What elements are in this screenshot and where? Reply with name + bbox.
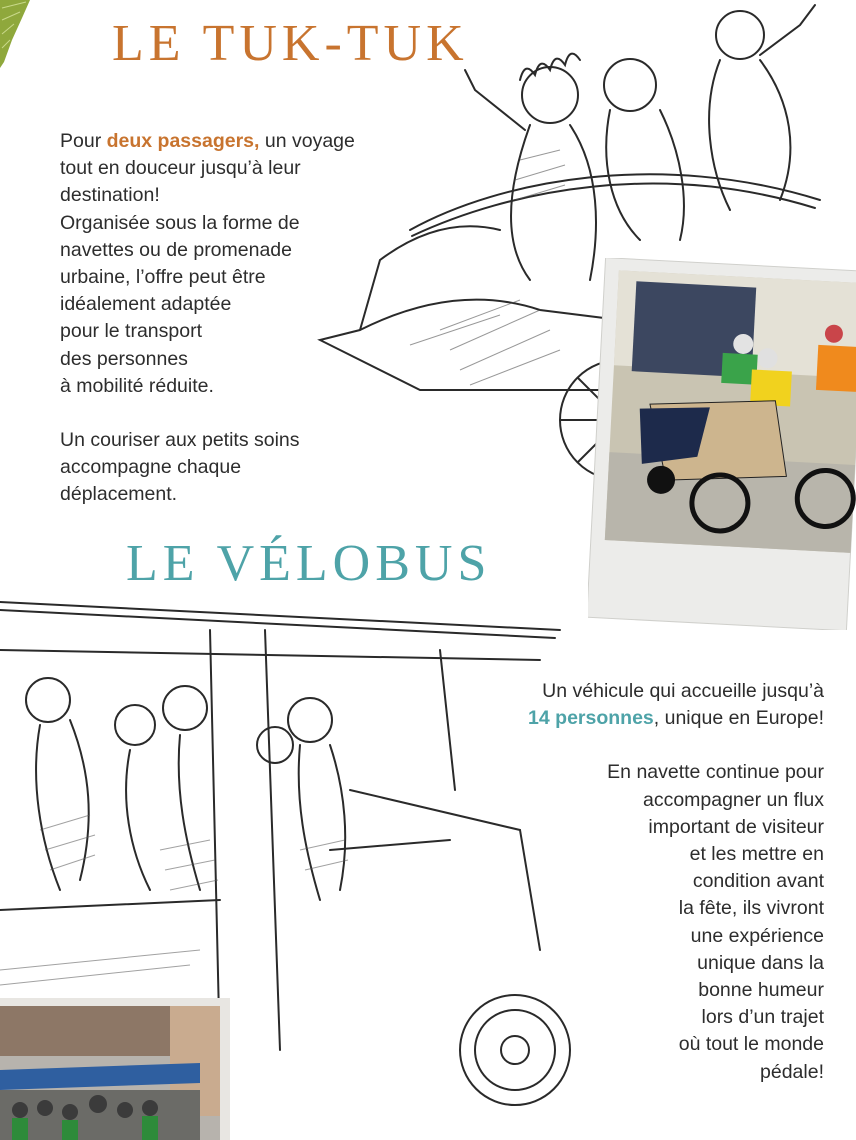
- tuktuk-paragraph-1: Pour deux passagers, un voyage tout en douceur jusqu’à leur destination! Organisée sous la forme de navettes ou de promenade urbaine, l’offre peut être idéalement adaptée pour le transport des personnes à mobilité réduite.: [60, 130, 355, 397]
- velobus-paragraph-1: Un véhicule qui accueille jusqu’à 14 personnes, unique en Europe!: [528, 680, 824, 730]
- tuktuk-paragraph-2: Un couriser aux petits soins accompagne chaque déplacement.: [60, 429, 300, 506]
- velobus-photo: [0, 998, 230, 1140]
- velobus-highlight: 14 personnes: [528, 707, 654, 730]
- velobus-title: LE VÉLOBUS: [126, 535, 492, 592]
- velobus-description: [404, 678, 824, 1086]
- velobus-paragraph-2: En navette continue pour accompagner un flux important de visiteur et les mettre en condition avant la fête, ils vivront une expérience unique dans la bonne humeur lors d’un trajet où tout le monde pédale!: [607, 761, 824, 1083]
- leaf-corner-decoration: [0, 0, 40, 70]
- tuktuk-title: LE TUK-TUK: [112, 15, 469, 72]
- tuktuk-highlight: deux passagers,: [106, 130, 260, 152]
- tuktuk-photo: [588, 258, 856, 630]
